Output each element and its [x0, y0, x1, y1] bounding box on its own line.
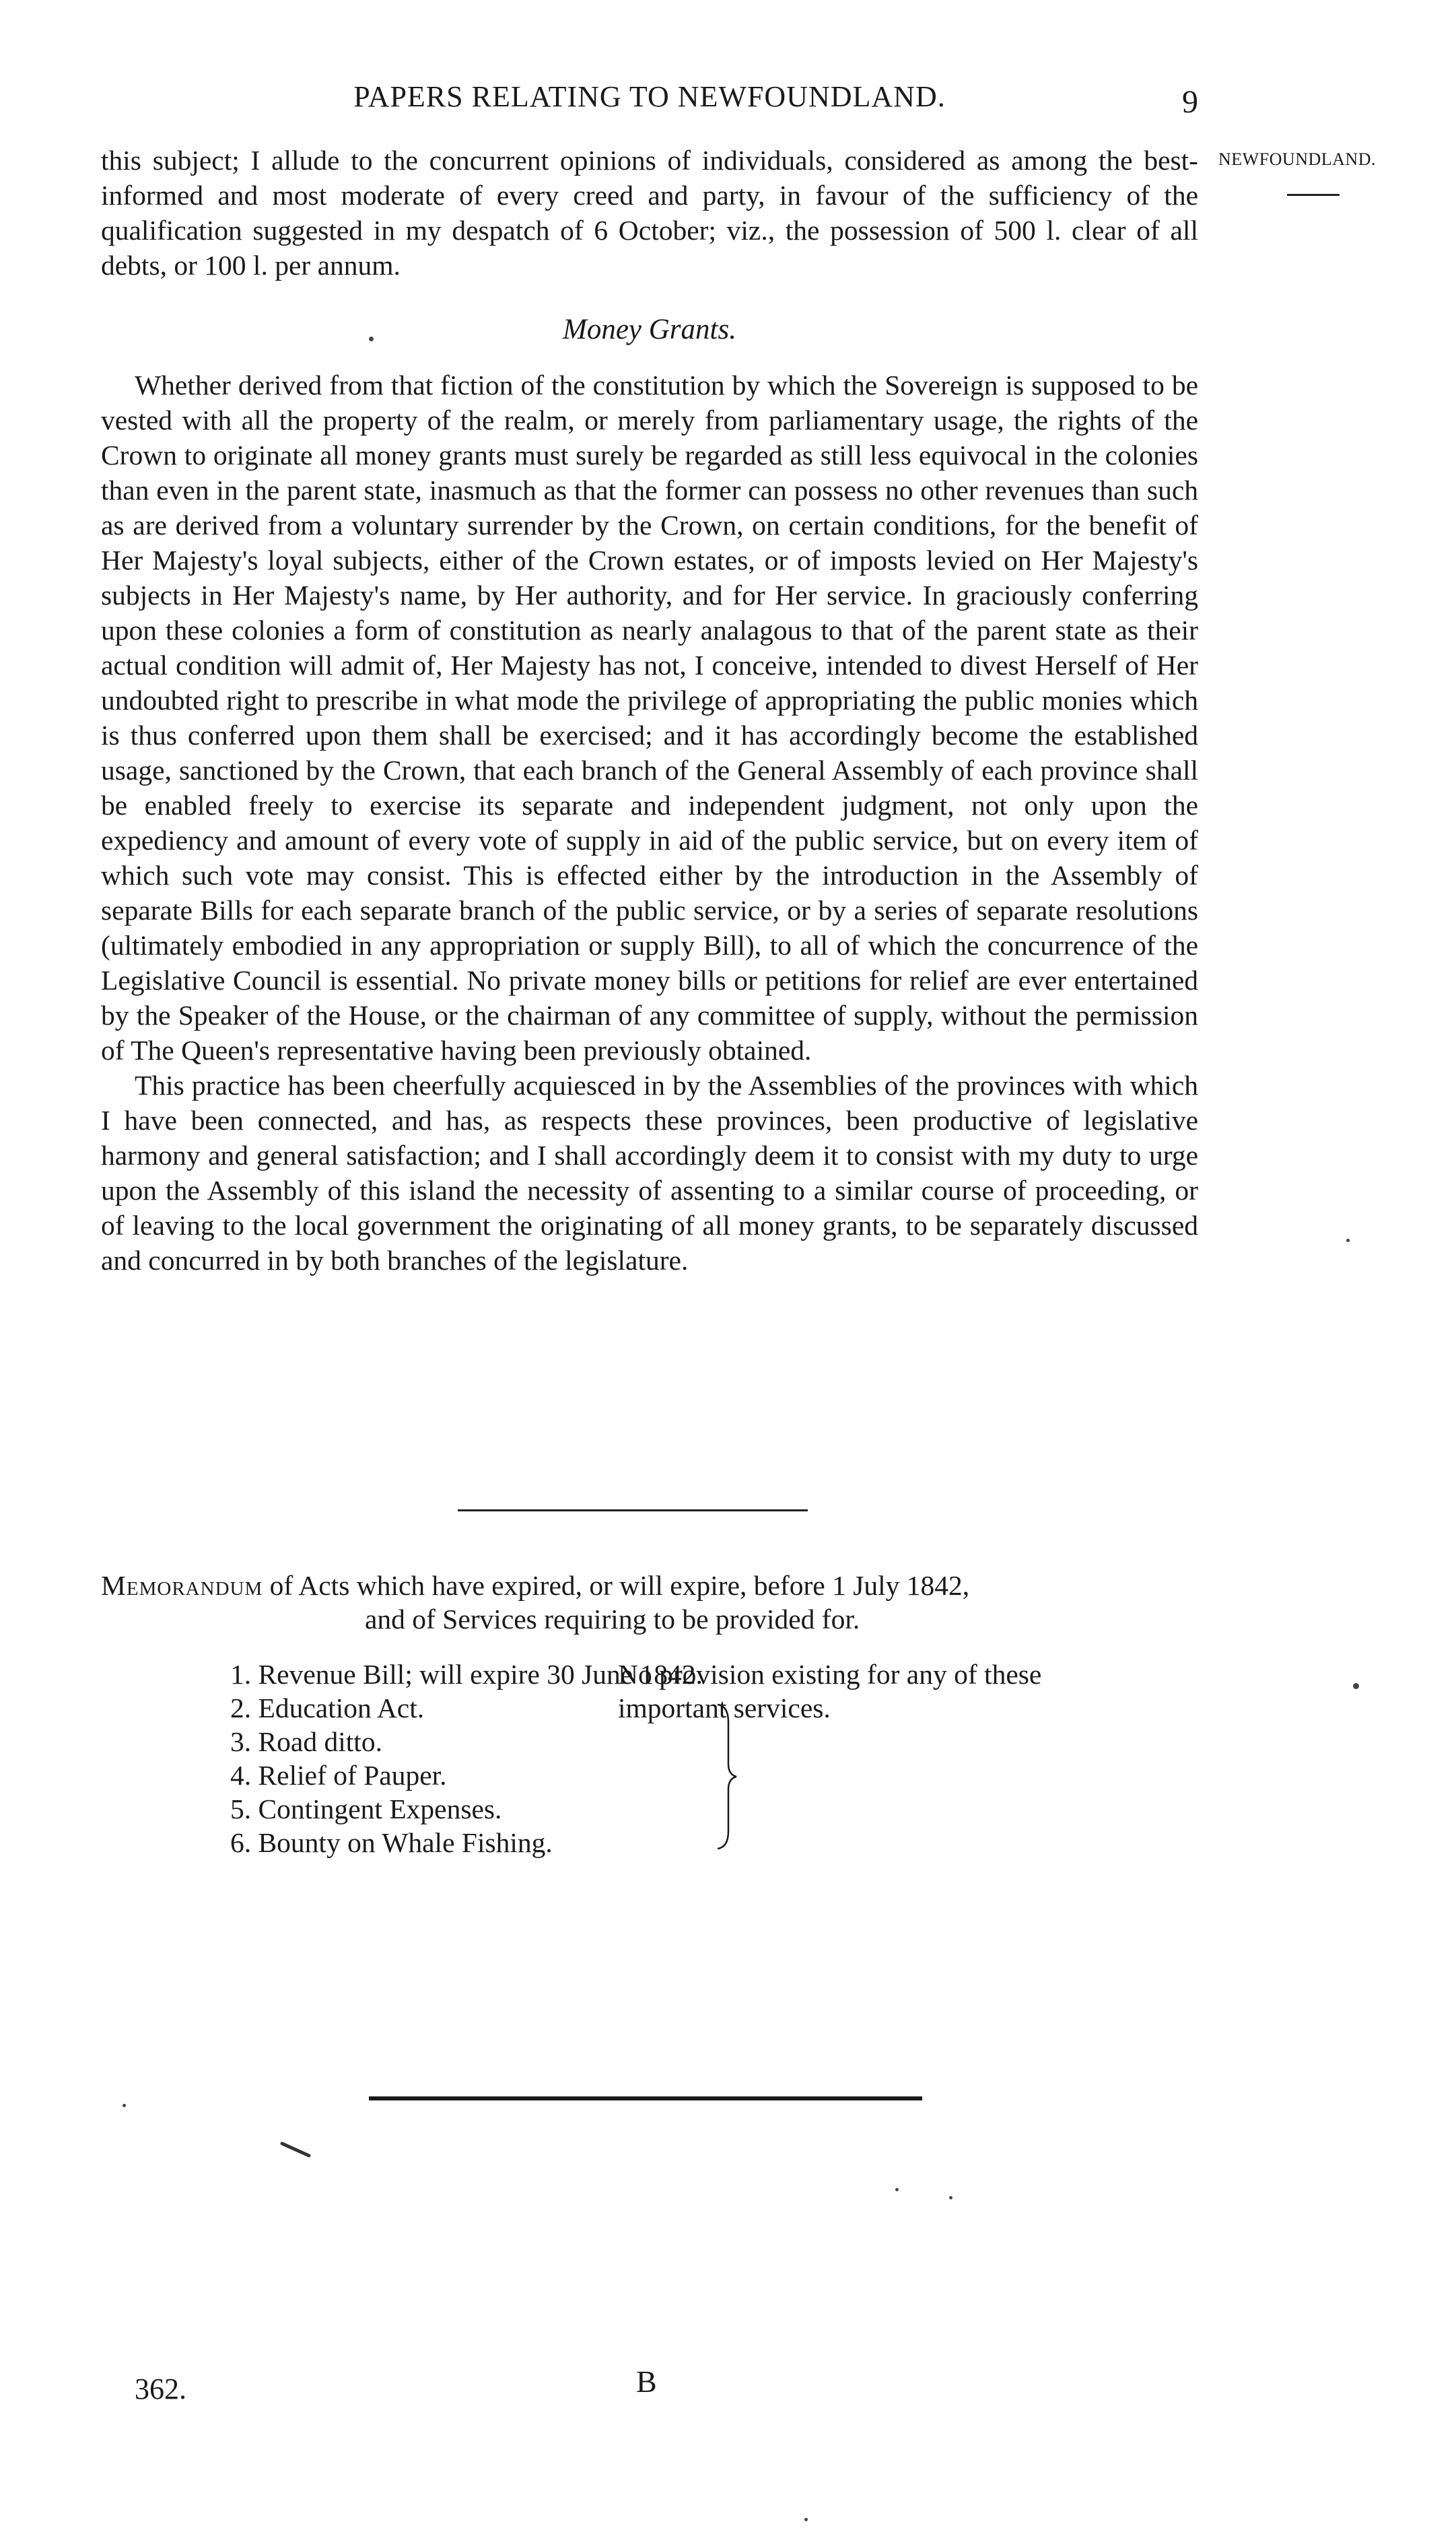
margin-note-rule: [1287, 194, 1340, 196]
section-heading: Money Grants.: [563, 314, 736, 345]
print-speck: [949, 2196, 952, 2199]
closing-rule: [369, 2096, 922, 2100]
main-text: [101, 143, 1198, 1278]
print-speck: [895, 2188, 899, 2191]
print-speck: [1346, 1239, 1350, 1242]
page-header: [101, 79, 1198, 120]
print-speck: [804, 2518, 808, 2521]
print-speck: [1353, 1683, 1359, 1689]
list-item: 4. Relief of Pauper.: [230, 1760, 447, 1791]
running-title: PAPERS RELATING TO NEWFOUNDLAND.: [353, 80, 946, 113]
page-number: 9: [1182, 84, 1198, 120]
paragraph: Whether derived from that fiction of the constitution by which the Sovereign is supposed to be vested with all the property of the realm, or merely from parliamentary usage, the rights of the Crown to originate all money grants must surely be regarded as still less equivocal in the colonies than even in the parent state, inasmuch as that the former can possess no other revenues than such as are derived from a voluntary surrender by the Crown, on certain conditions, for the benefit of Her Majesty's loyal subjects, either of the Crown estates, or of imposts levied on Her Majesty's subjects in Her Majesty's name, by Her authority, and for Her service. In graciously conferring upon these colonies a form of constitution as nearly analagous to that of the parent state as their actual condition will admit of, Her Majesty has not, I conceive, intended to divest Herself of Her undoubted right to prescribe in what mode the privilege of appropriating the public monies which is thus conferred upon them shall be exercised; and it has accordingly become the established usage, sanctioned by the Crown, that each branch of the General Assembly of each province shall be enabled freely to exercise its separate and independent judgment, not only upon the expediency and amount of every vote of supply in aid of the public service, but on every item of which such vote may consist. This is effected either by the introduction in the Assembly of separate Bills for each separate branch of the public service, or by a series of separate resolutions (ultimately embodied in any appropriation or supply Bill), to all of which the concurrence of the Legislative Council is essential. No private money bills or petitions for relief are ever entertained by the Speaker of the House, or the chairman of any committee of supply, without the permission of The Queen's representative having been previously obtained.: [101, 370, 1198, 1066]
signature-mark: 362.: [135, 2372, 186, 2405]
bracket-note: No provision existing for any of these important services.: [618, 1659, 1042, 1723]
folio-letter: B: [636, 2364, 657, 2399]
list-item: 1. Revenue Bill; will expire 30 June 1842.: [230, 1659, 703, 1690]
memorandum: [101, 1569, 1198, 1858]
print-speck: [123, 2104, 126, 2107]
print-speck: [369, 337, 374, 341]
memorandum-heading-text: of Acts which have expired, or will expire, before 1 July 1842,: [269, 1570, 970, 1601]
opening-paragraph: this subject; I allude to the concurrent opinions of individuals, considered as among the best-informed and most moderate of every creed and party, in favour of the sufficiency of the qualification suggested in my despatch of 6 October; viz., the possession of 500 l. clear of all debts, or 100 l. per annum.: [101, 145, 1198, 281]
list-item: 5. Contingent Expenses.: [230, 1793, 502, 1824]
section-divider: [458, 1509, 808, 1511]
margin-note: NEWFOUNDLAND.: [1218, 149, 1376, 169]
list-item: 2. Education Act.: [230, 1692, 425, 1723]
memorandum-lead-word: Memorandum: [101, 1570, 263, 1601]
memorandum-heading-line2: and of Services requiring to be provided for.: [365, 1604, 860, 1635]
print-smudge-icon: [279, 2141, 313, 2161]
list-item: 6. Bounty on Whale Fishing.: [230, 1827, 553, 1858]
list-item: 3. Road ditto.: [230, 1726, 382, 1757]
paragraph: This practice has been cheerfully acquiesced in by the Assemblies of the provinces with which I have been connected, and has, as respects these provinces, been productive of legislative harmony and general satisfaction; and I shall accordingly deem it to consist with my duty to urge upon the Assembly of this island the necessity of assenting to a similar course of proceeding, or of leaving to the local government the originating of all money grants, to be separately discussed and concurred in by both branches of the legislature.: [101, 1070, 1198, 1276]
memorandum-heading: [101, 1569, 1198, 1602]
